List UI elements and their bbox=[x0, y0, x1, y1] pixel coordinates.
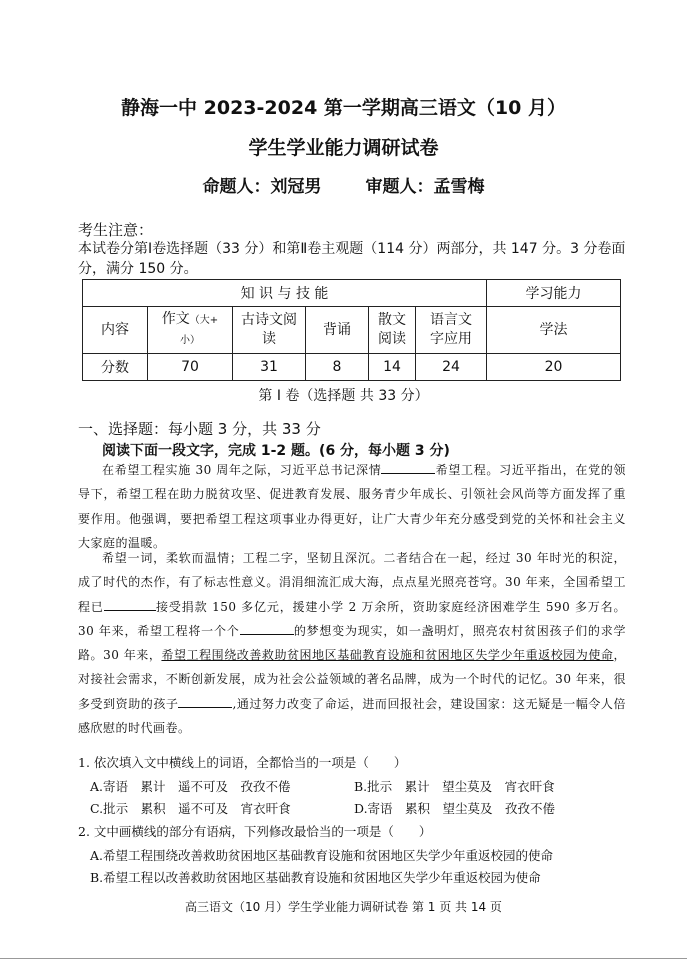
question-2-stem: 2. 文中画横线的部分有语病，下列修改最恰当的一项是（ ） bbox=[78, 824, 432, 839]
table-score-cell: 14 bbox=[369, 354, 416, 381]
page-footer: 高三语文（10 月）学生学业能力调研试卷 第 1 页 共 14 页 bbox=[185, 900, 502, 914]
question-1-stem: 1. 依次填入文中横线上的词语，全都恰当的一项是（ ） bbox=[78, 755, 407, 770]
notice-heading: 考生注意： bbox=[78, 221, 154, 239]
q1-option-a[interactable]: A.寄语 累计 遥不可及 孜孜不倦 bbox=[90, 779, 291, 794]
fill-blank-4 bbox=[178, 694, 232, 708]
notice-text: 本试卷分第Ⅰ卷选择题（33 分）和第Ⅱ卷主观题（114 分）两部分，共 147 分。3 分卷面分，满分 150 分。 bbox=[78, 241, 626, 277]
q2-option-a[interactable]: A.希望工程围绕改善救助贫困地区基础教育设施和贫困地区失学少年重返校园的使命 bbox=[90, 848, 554, 863]
q2-option-b[interactable]: B.希望工程以改善救助贫困地区基础教育设施和贫困地区失学少年重返校园为使命 bbox=[90, 870, 541, 885]
table-header-cell: 作文（大+ 小） bbox=[148, 307, 233, 354]
q1-option-b[interactable]: B.批示 累计 望尘莫及 宵衣旰食 bbox=[354, 779, 555, 794]
table-row-label-score: 分数 bbox=[83, 354, 148, 381]
score-table bbox=[82, 279, 621, 381]
fill-blank-1 bbox=[381, 460, 435, 474]
table-header-cell: 散文 阅读 bbox=[369, 307, 416, 354]
setter-label: 命题人：刘冠男 bbox=[202, 177, 322, 197]
table-header-cell: 学法 bbox=[487, 307, 621, 354]
underlined-sentence: 希望工程围绕改善救助贫困地区基础教育设施和贫困地区失学少年重返校园为使命 bbox=[161, 648, 614, 663]
reviewer-label: 审题人：孟雪梅 bbox=[365, 177, 485, 197]
table-header-cell: 语言文 字应用 bbox=[416, 307, 487, 354]
table-score-cell: 20 bbox=[487, 354, 621, 381]
q1-option-d[interactable]: D.寄语 累积 望尘莫及 孜孜不倦 bbox=[354, 801, 556, 816]
exam-authors bbox=[0, 172, 687, 197]
table-row-label-content: 内容 bbox=[83, 307, 148, 354]
passage-paragraph-1: 在希望工程实施 30 周年之际，习近平总书记深情 希望工程。习近平指出，在党的领导下，希望工程在助力脱贫攻坚、促进教育发展、服务青少年成长、引领社会风尚等方面发挥了重要作用。他强调，要把希望工程这项事业办得更好，让广大青少年充分感受到党的关怀和社会主义大家庭的温暖。 bbox=[78, 458, 626, 555]
table-group-knowledge: 知 识 与 技 能 bbox=[83, 280, 487, 307]
q1-option-c[interactable]: C.批示 累积 遥不可及 宵衣旰食 bbox=[90, 801, 291, 816]
table-header-cell: 背诵 bbox=[306, 307, 369, 354]
table-score-cell: 70 bbox=[148, 354, 233, 381]
exam-subtitle: 学生学业能力调研试卷 bbox=[248, 137, 439, 159]
table-header-cell: 古诗文阅 读 bbox=[233, 307, 306, 354]
fill-blank-3 bbox=[240, 621, 294, 635]
fill-blank-2 bbox=[104, 597, 156, 611]
section-heading: 第 Ⅰ 卷（选择题 共 33 分） bbox=[258, 388, 429, 404]
exam-title: 静海一中 2023-2024 第一学期高三语文（10 月） bbox=[121, 97, 566, 119]
table-group-ability: 学习能力 bbox=[487, 280, 621, 307]
page-edge-divider bbox=[0, 958, 687, 959]
passage-paragraph-2: 希望一词，柔软而温情；工程二字，坚韧且深沉。二者结合在一起，经过 30 年时光的积淀，成了时代的杰作，有了标志性意义。涓涓细流汇成大海，点点星光照亮苍穹。30 年来，全国希望工程已 接受捐款 150 多亿元，援建小学 2 万余所，资助家庭经济困难学生 590 多万名。30 年来，希望工程将一个个 的梦想变为现实，如一盏明灯，照亮农村贫困孩子们的求学路。30 年来，希望工程围绕改善救助贫困地区基础教育设施和贫困地区失学少年重返校园为使命，对接社会需求，不断创新发展，成为社会公益领域的著名品牌，成为一个时代的记忆。30 年来，很多受到资助的孩子 ,通过努力改变了命运，进而回报社会，建设国家：这无疑是一幅令人倍感欣慰的时代画卷。 bbox=[78, 551, 626, 736]
table-score-cell: 31 bbox=[233, 354, 306, 381]
reading-instruction: 阅读下面一段文字，完成 1-2 题。(6 分，每小题 3 分) bbox=[102, 443, 450, 459]
part-heading: 一、选择题：每小题 3 分，共 33 分 bbox=[78, 420, 321, 438]
table-score-cell: 8 bbox=[306, 354, 369, 381]
table-score-cell: 24 bbox=[416, 354, 487, 381]
